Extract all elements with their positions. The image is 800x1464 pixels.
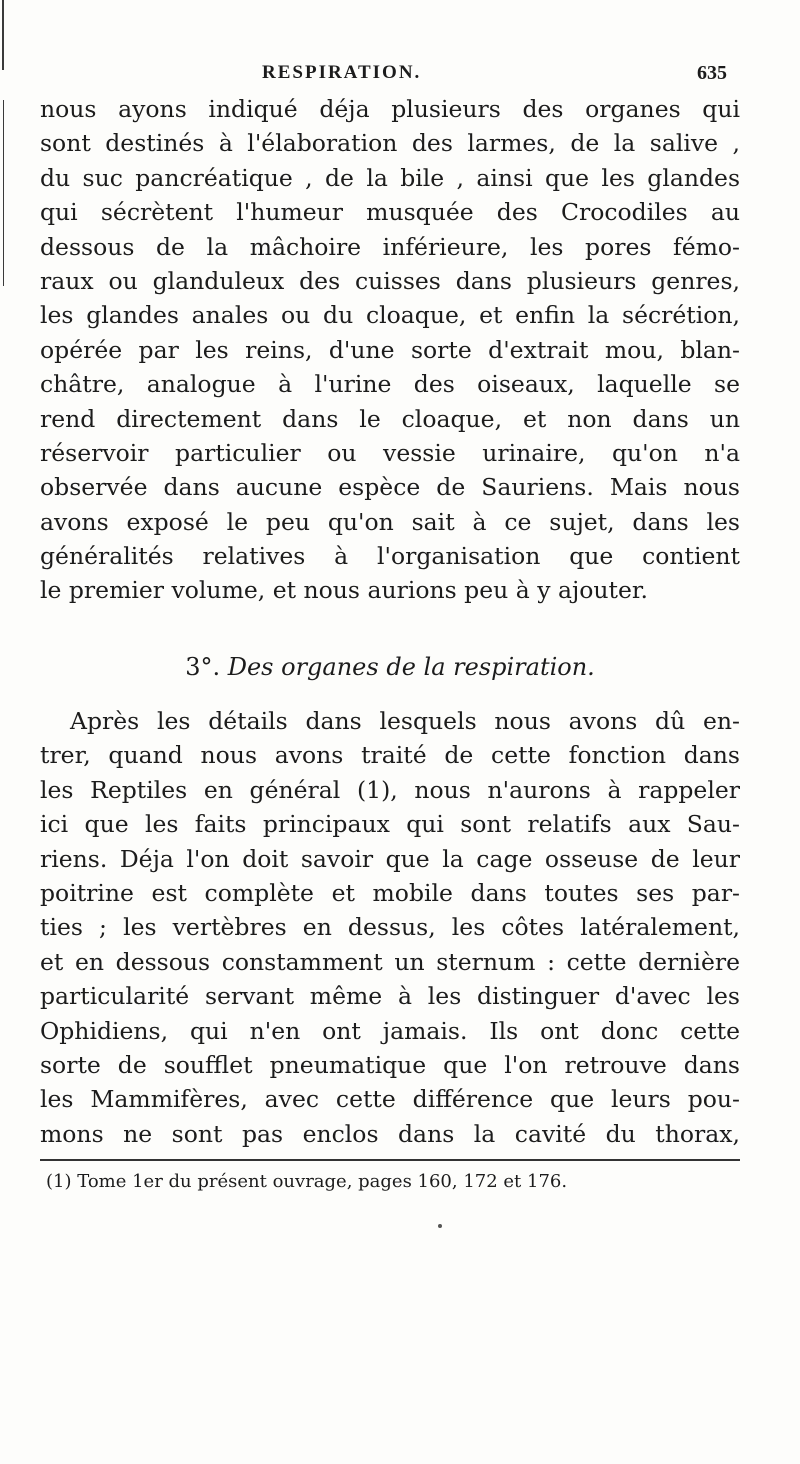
text-line: réservoir particulier ou vessie urinaire, qu'on n'a bbox=[40, 438, 740, 467]
running-head bbox=[0, 62, 800, 88]
paragraph-respiration bbox=[40, 704, 740, 1151]
text-line: particularité servant même à les distinguer d'avec les bbox=[40, 982, 740, 1011]
text-line: sont destinés à l'élaboration des larmes, de la salive , bbox=[40, 129, 740, 158]
footnote: (1) Tome 1er du présent ouvrage, pages 160, 172 et 176. bbox=[46, 1171, 568, 1192]
text-line: du suc pancréatique , de la bile , ainsi que les glandes bbox=[40, 163, 740, 192]
paragraph-excretion bbox=[40, 92, 740, 608]
section-title: Des organes de la respiration. bbox=[227, 653, 595, 681]
page-edge-mark bbox=[3, 100, 4, 286]
text-line: et en dessous constamment un sternum : cette dernière bbox=[40, 947, 740, 976]
text-line: les glandes anales ou du cloaque, et enfin la sécrétion, bbox=[40, 301, 740, 330]
text-line: les Reptiles en général (1), nous n'aurons à rappeler bbox=[40, 775, 740, 804]
footnote-rule bbox=[40, 1159, 740, 1161]
text-line: dessous de la mâchoire inférieure, les pores fémo- bbox=[40, 232, 740, 261]
text-line: raux ou glanduleux des cuisses dans plusieurs genres, bbox=[40, 266, 740, 295]
paper-speck bbox=[438, 1224, 442, 1228]
text-line: avons exposé le peu qu'on sait à ce sujet, dans les bbox=[40, 507, 740, 536]
text-line: le premier volume, et nous aurions peu à y ajouter. bbox=[40, 576, 649, 605]
text-line: généralités relatives à l'organisation que contient bbox=[40, 542, 740, 571]
text-line: riens. Déja l'on doit savoir que la cage osseuse de leur bbox=[40, 844, 740, 873]
text-line: sorte de soufflet pneumatique que l'on retrouve dans bbox=[40, 1050, 740, 1079]
text-line: trer, quand nous avons traité de cette fonction dans bbox=[40, 741, 740, 770]
text-line: rend directement dans le cloaque, et non dans un bbox=[40, 404, 740, 433]
text-line: Après les détails dans lesquels nous avons dû en- bbox=[70, 707, 740, 735]
text-line: Ophidiens, qui n'en ont jamais. Ils ont donc cette bbox=[40, 1016, 740, 1045]
text-line: ties ; les vertèbres en dessus, les côtes latéralement, bbox=[40, 913, 740, 942]
text-line: opérée par les reins, d'une sorte d'extrait mou, blan- bbox=[40, 335, 740, 364]
section-heading bbox=[40, 650, 740, 684]
text-line: observée dans aucune espèce de Sauriens. Mais nous bbox=[40, 473, 740, 502]
text-line: nous ayons indiqué déja plusieurs des organes qui bbox=[40, 95, 740, 123]
text-line: qui sécrètent l'humeur musquée des Crocodiles au bbox=[40, 198, 740, 227]
text-line: ici que les faits principaux qui sont relatifs aux Sau- bbox=[40, 810, 740, 839]
text-line: châtre, analogue à l'urine des oiseaux, laquelle se bbox=[40, 370, 740, 399]
text-line: mons ne sont pas enclos dans la cavité du thorax, bbox=[40, 1119, 740, 1148]
page-number: 635 bbox=[697, 62, 727, 84]
running-title: RESPIRATION. bbox=[262, 62, 422, 83]
text-line: poitrine est complète et mobile dans toutes ses par- bbox=[40, 878, 740, 907]
text-line: les Mammifères, avec cette différence que leurs pou- bbox=[40, 1085, 740, 1114]
section-number: 3°. bbox=[185, 653, 221, 681]
page-edge-mark bbox=[2, 0, 4, 70]
